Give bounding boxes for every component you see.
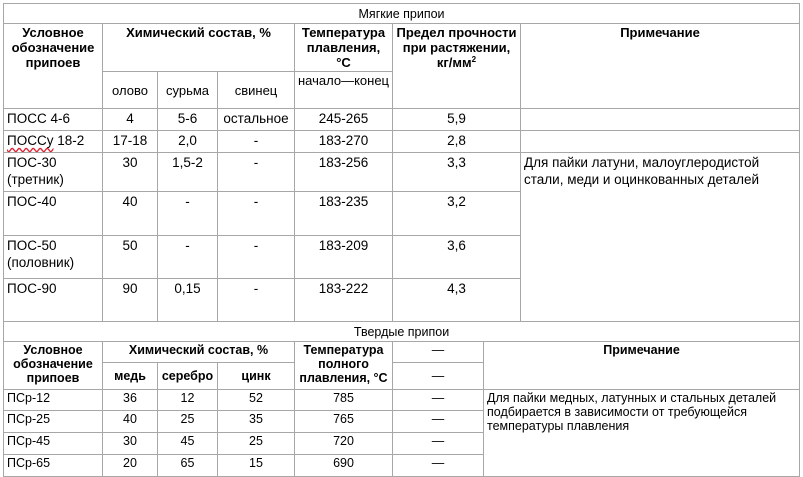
strength-value: 2,8 [393,131,521,153]
table-row [4,109,800,131]
lead-value: остальное [218,109,295,131]
silver-value: 12 [158,390,218,411]
silver-header: серебро [158,363,218,390]
lead-value: - [218,131,295,153]
melting-temp-header: Температура полного плавления, °С [295,342,393,390]
temp-value: 720 [295,433,393,455]
strength-value: 5,9 [393,109,521,131]
solder-name: ПСр-45 [4,433,103,455]
zinc-value: 25 [218,433,295,455]
table-row [4,131,800,153]
temp-range-subheader: начало—конец [295,72,393,109]
chem-composition-header: Химический состав, % [103,342,295,363]
tin-value: 90 [103,279,158,322]
antimony-value: - [158,236,218,279]
solder-name: ПСр-25 [4,411,103,433]
temp-value: 183-209 [295,236,393,279]
tin-value: 40 [103,192,158,236]
note-empty [521,131,800,153]
antimony-value: 2,0 [158,131,218,153]
designation-header: Условное обозначение припоев [4,24,103,109]
zinc-value: 52 [218,390,295,411]
note-empty [521,109,800,131]
silver-value: 25 [158,411,218,433]
strength-value: 4,3 [393,279,521,322]
lead-value: - [218,153,295,192]
antimony-value: 0,15 [158,279,218,322]
zinc-value: 15 [218,455,295,477]
copper-value: 30 [103,433,158,455]
solder-name: ПСр-65 [4,455,103,477]
dash-subheader: — [393,363,484,390]
dash-value: — [393,390,484,411]
solder-name: ПОС-90 [4,279,103,322]
designation-header: Условное обозначение припоев [4,342,103,390]
tensile-strength-header: Предел прочности при растяжении, $кг/мм^2$ [393,24,521,109]
note-header: Примечание [484,342,800,390]
hard-solders-title: Твердые припои [4,322,800,342]
temp-value: 765 [295,411,393,433]
temp-value: 690 [295,455,393,477]
tin-value: 50 [103,236,158,279]
solder-name: ПОС-50 (половник) [4,236,103,279]
solder-name: ПСр-12 [4,390,103,411]
copper-header: медь [103,363,158,390]
antimony-value: 5-6 [158,109,218,131]
temp-value: 183-222 [295,279,393,322]
table-row [4,390,800,411]
solder-name: ПОСС 4-6 [4,109,103,131]
tin-header: олово [103,72,158,109]
tin-value: 30 [103,153,158,192]
soft-solders-title: Мягкие припои [4,4,800,24]
solder-name: ПОССу 18-2 [4,131,103,153]
soft-solders-table [3,3,800,322]
hard-solders-note: Для пайки медных, латунных и стальных деталей подбирается в зависимости от требующейся температуры плавления [484,390,800,477]
temp-value: 183-256 [295,153,393,192]
tin-value: 17-18 [103,131,158,153]
antimony-value: 1,5-2 [158,153,218,192]
solder-name: ПОС-40 [4,192,103,236]
zinc-value: 35 [218,411,295,433]
strength-value: 3,2 [393,192,521,236]
dash-header: — [393,342,484,363]
lead-header: свинец [218,72,295,109]
antimony-value: - [158,192,218,236]
dash-value: — [393,433,484,455]
strength-value: 3,3 [393,153,521,192]
note-header: Примечание [521,24,800,109]
zinc-header: цинк [218,363,295,390]
silver-value: 45 [158,433,218,455]
solder-name: ПОС-30 (третник) [4,153,103,192]
soft-solders-note: Для пайки латуни, малоуглеродистой стали, меди и оцинкованных деталей [521,153,800,322]
silver-value: 65 [158,455,218,477]
solders-document [3,3,799,477]
dash-value: — [393,411,484,433]
copper-value: 36 [103,390,158,411]
copper-value: 40 [103,411,158,433]
dash-value: — [393,455,484,477]
copper-value: 20 [103,455,158,477]
table-row [4,153,800,192]
chem-composition-header: Химический состав, % [103,24,295,72]
lead-value: - [218,279,295,322]
temp-value: 183-235 [295,192,393,236]
hard-solders-table [3,321,800,477]
antimony-header: сурьма [158,72,218,109]
tin-value: 4 [103,109,158,131]
temp-value: 183-270 [295,131,393,153]
melting-temp-header: Температура плавления, °С [295,24,393,72]
lead-value: - [218,236,295,279]
temp-value: 785 [295,390,393,411]
strength-value: 3,6 [393,236,521,279]
temp-value: 245-265 [295,109,393,131]
lead-value: - [218,192,295,236]
